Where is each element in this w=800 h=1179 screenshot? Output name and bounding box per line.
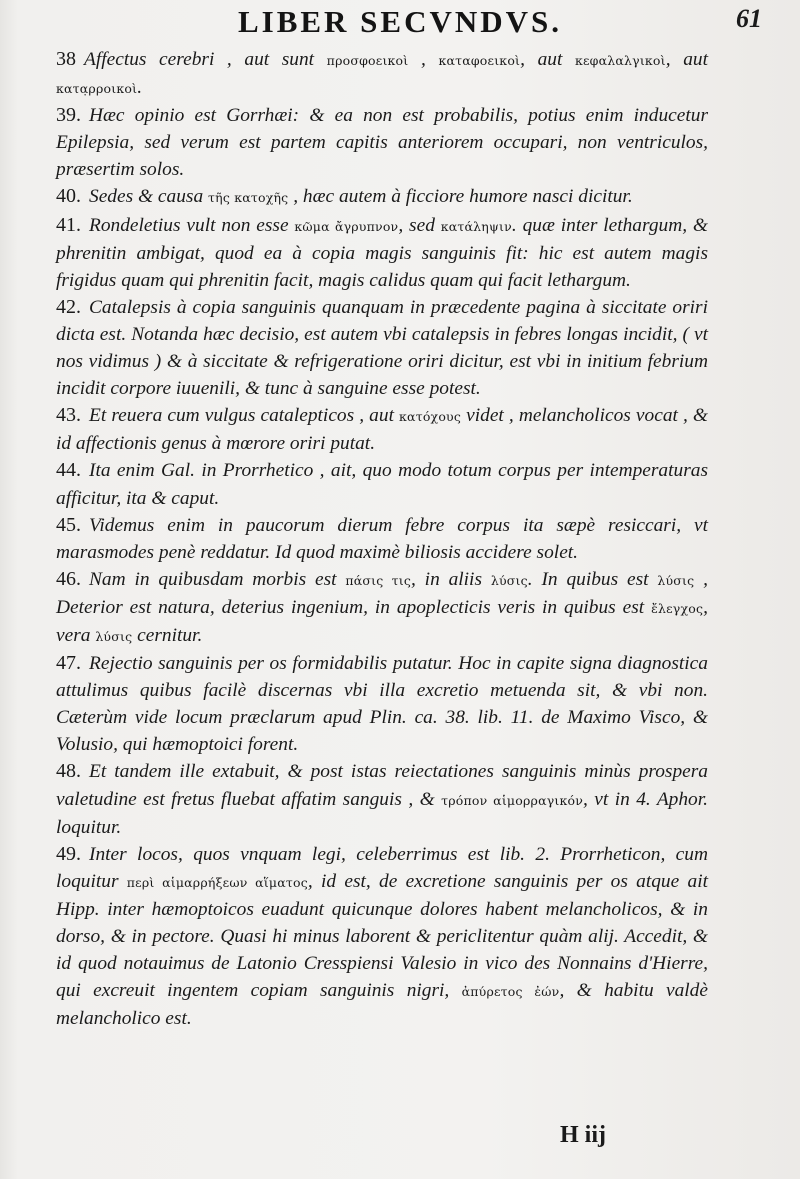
running-head: LIBER SECVNDVS. bbox=[237, 4, 563, 39]
greek-phrase: ἔλεγχος bbox=[651, 600, 704, 616]
greek-phrase: κατάληψιν bbox=[440, 218, 512, 234]
latin-text: Affectus cerebri , aut sunt bbox=[84, 49, 327, 70]
page-number: 61 bbox=[736, 4, 762, 33]
greek-phrase: πάσις τις bbox=[345, 572, 412, 588]
greek-phrase: ἀπύρετος ἐών bbox=[461, 984, 560, 1000]
paragraph-number: 42. bbox=[56, 295, 81, 318]
paragraph-number: 43. bbox=[56, 404, 81, 427]
latin-text: Catalepsis à copia sanguinis quanquam in præcedente pagina à siccitate oriri dicta est. Notanda hæc decisio, est autem vbi catalepsis in febres longas incidit, ( vt nos vidimus ) & à siccitate & refrigeratione oriri dicitur, est vbi in initium febrium incidit corpore iuuenili, & tunc à sanguine esse potest. bbox=[56, 296, 708, 400]
paragraph-number: 49. bbox=[56, 842, 81, 865]
greek-phrase: περὶ αἱμαρρήξεων αἵματος bbox=[126, 874, 308, 890]
paragraph-number: 40. bbox=[56, 185, 81, 208]
paragraph bbox=[56, 758, 708, 840]
greek-phrase: τῆς κατοχῆς bbox=[208, 190, 289, 206]
paragraph bbox=[56, 294, 708, 402]
latin-text: , Deterior est natura, deterius ingenium, in apoplecticis veris in quibus est bbox=[56, 568, 708, 618]
latin-text: , vt in 4. Aphor. loquitur. bbox=[56, 788, 709, 838]
latin-text: , bbox=[408, 49, 439, 70]
greek-phrase: τρόπον αἱμορραγικόν bbox=[441, 792, 584, 808]
greek-phrase: κατα̣ρροικοὶ bbox=[56, 81, 138, 97]
latin-text: Sedes & causa bbox=[89, 186, 209, 208]
greek-phrase: κατόχους bbox=[399, 409, 462, 425]
greek-phrase: καταφοεικοὶ bbox=[438, 53, 521, 68]
paragraph-number: 45. bbox=[56, 513, 81, 536]
latin-text: , vera bbox=[56, 596, 708, 646]
latin-text: , sed bbox=[398, 214, 441, 236]
paragraph bbox=[56, 183, 708, 211]
greek-phrase: κῶμα ἄγρυπνον bbox=[294, 218, 399, 234]
latin-text: , aut bbox=[665, 49, 708, 70]
latin-text: , in aliis bbox=[411, 568, 491, 590]
greek-phrase: λύσις bbox=[490, 572, 528, 588]
latin-text: Hæc opinio est Gorrhæi: & ea non est probabilis, potius enim inducetur Epilepsia, sed verum est partem capitis anteriorem occupari, non ventriculos, præsertim solos. bbox=[56, 105, 708, 181]
greek-phrase: λύσις bbox=[95, 628, 133, 644]
latin-text: . quæ inter lethargum, & phrenitin ambigat, quod ea à copia magis sanguinis fit: hic est autem magis frigidus quam qui phrenitin facit, magis calidus quam qui facit lethargum. bbox=[56, 214, 708, 291]
latin-text: cernitur. bbox=[132, 624, 203, 646]
paragraph-number: 48. bbox=[56, 760, 81, 783]
latin-text: Et reuera cum vulgus catalepticos , aut bbox=[89, 405, 400, 427]
latin-text: Ita enim Gal. in Prorrhetico , ait, quo modo totum corpus per intemperaturas afficitur, ita & caput. bbox=[56, 460, 708, 509]
paragraph bbox=[56, 402, 708, 457]
latin-text: , & habitu valdè melancholico est. bbox=[56, 980, 708, 1030]
latin-text: , id est, de excretione sanguinis per os atque ait Hipp. inter hæmoptoicos euadunt quicunque dolores habent melancholicos, & in dorso, & in pectore. Quasi hi minus laborent & periclitentur quàm alij. Accedit, & id quod notauimus de Latonio Cresspiensi Valesio in vico des Nonnains d'Hierre, qui excreuit ingentem copiam sanguinis nigri, bbox=[56, 870, 708, 1002]
paragraph-number: 41. bbox=[56, 213, 81, 236]
latin-text: Rejectio sanguinis per os formidabilis putatur. Hoc in capite signa diagnostica attulimus quibus facilè discernas vbi illa excretio metuenda sit, & vbi non. Cæterùm vide locum præclarum apud Plin. ca. 38. lib. 11. de Maximo Visco, & Volusio, qui hæmoptoici forent. bbox=[56, 653, 708, 756]
paragraph bbox=[56, 46, 708, 102]
page-body bbox=[56, 46, 708, 1032]
paragraph bbox=[56, 212, 708, 294]
paragraph bbox=[56, 457, 708, 511]
latin-text: videt , melancholicos vocat , & id affectionis genus à mœrore oriri putat. bbox=[56, 405, 708, 455]
paragraph-number: 47. bbox=[56, 652, 81, 675]
paragraph bbox=[56, 650, 708, 758]
latin-text: . bbox=[137, 77, 143, 99]
latin-text: , hæc autem à ficciore humore nasci dicitur. bbox=[288, 186, 633, 208]
latin-text: Nam in quibusdam morbis est bbox=[89, 568, 346, 590]
paragraph-number: 46. bbox=[56, 567, 81, 590]
greek-phrase: λύσις bbox=[657, 572, 695, 588]
greek-phrase: προσφοεικοὶ bbox=[326, 53, 409, 68]
paragraph bbox=[56, 841, 708, 1033]
paragraph-number: 39. bbox=[56, 104, 81, 127]
latin-text: Inter locos, quos vnquam legi, celeberrimus est lib. 2. Prorrheticon, cum loquitur bbox=[56, 843, 708, 892]
latin-text: Rondeletius vult non esse bbox=[89, 214, 295, 236]
paragraph bbox=[56, 566, 708, 650]
paragraph bbox=[56, 102, 708, 183]
latin-text: Et tandem ille extabuit, & post istas reiectationes sanguinis minùs prospera valetudine est fretus fluebat affatim sanguis , & bbox=[56, 761, 708, 810]
paragraph bbox=[56, 512, 708, 566]
page-header bbox=[0, 2, 800, 42]
latin-text: , aut bbox=[520, 49, 575, 70]
greek-phrase: κεφαλαλγικοὶ bbox=[574, 53, 666, 68]
paragraph-number: 44. bbox=[56, 459, 81, 482]
latin-text: . In quibus est bbox=[527, 568, 658, 590]
paragraph-number: 38 bbox=[56, 48, 76, 70]
signature-mark: H iij bbox=[560, 1122, 606, 1148]
latin-text: Videmus enim in paucorum dierum febre corpus ita sæpè resiccari, vt marasmodes penè reddatur. Id quod maximè biliosis accidere solet. bbox=[56, 514, 708, 563]
